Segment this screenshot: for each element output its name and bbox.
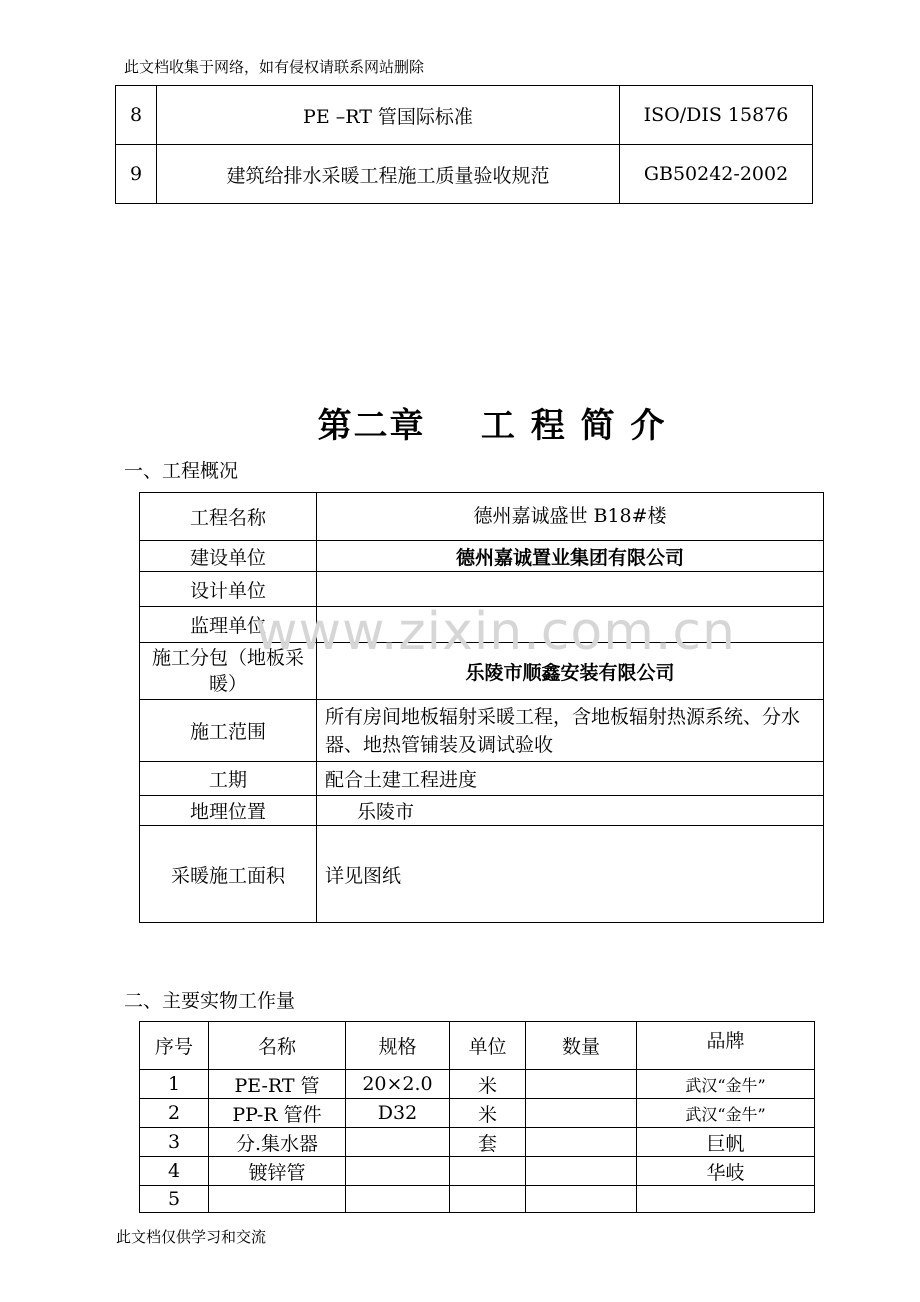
cell-no: 3 — [140, 1128, 209, 1157]
standards-table — [115, 85, 813, 204]
cell-spec — [346, 1128, 450, 1157]
column-header: 规格 — [346, 1022, 450, 1070]
cell-qty — [526, 1128, 637, 1157]
cell-brand: 武汉“金牛” — [637, 1099, 815, 1128]
footer-note: 此文档仅供学习和交流 — [116, 1228, 267, 1246]
cell-no: 4 — [140, 1157, 209, 1186]
table-row — [116, 86, 813, 145]
quantities-table — [139, 1021, 815, 1213]
section-heading-overview: 一、工程概况 — [124, 460, 239, 482]
field-label: 工期 — [140, 762, 317, 796]
table-row — [140, 1186, 815, 1213]
cell-name: PE-RT 管 — [209, 1070, 346, 1099]
cell-no: 1 — [140, 1070, 209, 1099]
column-header: 数量 — [526, 1022, 637, 1070]
field-label: 施工分包（地板采暖） — [140, 643, 317, 700]
table-row — [140, 1128, 815, 1157]
cell-qty — [526, 1099, 637, 1128]
cell-spec — [346, 1157, 450, 1186]
cell-no: 2 — [140, 1099, 209, 1128]
cell-unit — [450, 1186, 526, 1213]
chapter-title: 第二章 工 程 简 介 — [317, 406, 667, 446]
cell-unit — [450, 1157, 526, 1186]
cell-brand: 巨帆 — [637, 1128, 815, 1157]
column-header: 品牌 — [637, 1022, 815, 1070]
field-value: 乐陵市 — [317, 796, 824, 826]
row-number: 8 — [116, 86, 157, 145]
table-row — [140, 826, 824, 923]
watermark: www.zixin.com.cn — [255, 602, 736, 662]
field-label: 地理位置 — [140, 796, 317, 826]
field-value: 德州嘉诚置业集团有限公司 — [317, 541, 824, 572]
table-row — [116, 145, 813, 204]
cell-spec — [346, 1186, 450, 1213]
table-row — [140, 541, 824, 572]
field-value: 详见图纸 — [317, 826, 824, 923]
standard-name: PE –RT 管国际标准 — [157, 86, 620, 145]
table-row — [140, 700, 824, 762]
cell-spec: D32 — [346, 1099, 450, 1128]
standard-code: GB50242-2002 — [620, 145, 813, 204]
cell-name — [209, 1186, 346, 1213]
cell-name: PP-R 管件 — [209, 1099, 346, 1128]
table-row — [140, 1157, 815, 1186]
table-header-row — [140, 1022, 815, 1070]
cell-qty — [526, 1157, 637, 1186]
cell-unit: 米 — [450, 1070, 526, 1099]
cell-spec: 20×2.0 — [346, 1070, 450, 1099]
field-label: 建设单位 — [140, 541, 317, 572]
cell-no: 5 — [140, 1186, 209, 1213]
cell-unit: 米 — [450, 1099, 526, 1128]
table-row — [140, 1099, 815, 1128]
project-overview-table — [139, 492, 824, 923]
table-row — [140, 493, 824, 541]
field-label: 监理单位 — [140, 607, 317, 643]
column-header: 序号 — [140, 1022, 209, 1070]
field-label: 工程名称 — [140, 493, 317, 541]
table-row — [140, 796, 824, 826]
table-row — [140, 762, 824, 796]
header-note: 此文档收集于网络，如有侵权请联系网站删除 — [124, 58, 425, 76]
field-label: 施工范围 — [140, 700, 317, 762]
field-label: 采暖施工面积 — [140, 826, 317, 923]
cell-brand — [637, 1186, 815, 1213]
cell-qty — [526, 1186, 637, 1213]
cell-brand: 武汉“金牛” — [637, 1070, 815, 1099]
table-row — [140, 1070, 815, 1099]
field-value: 所有房间地板辐射采暖工程，含地板辐射热源系统、分水器、地热管铺装及调试验收 — [317, 700, 824, 762]
cell-unit: 套 — [450, 1128, 526, 1157]
field-value: 配合土建工程进度 — [317, 762, 824, 796]
row-number: 9 — [116, 145, 157, 204]
section-heading-quantities: 二、主要实物工作量 — [124, 990, 296, 1012]
standard-code: ISO/DIS 15876 — [620, 86, 813, 145]
field-value: 乐陵市顺鑫安装有限公司 — [317, 643, 824, 700]
standard-name: 建筑给排水采暖工程施工质量验收规范 — [157, 145, 620, 204]
cell-name: 分.集水器 — [209, 1128, 346, 1157]
column-header: 名称 — [209, 1022, 346, 1070]
cell-qty — [526, 1070, 637, 1099]
field-label: 设计单位 — [140, 572, 317, 607]
cell-name: 镀锌管 — [209, 1157, 346, 1186]
column-header: 单位 — [450, 1022, 526, 1070]
cell-brand: 华岐 — [637, 1157, 815, 1186]
field-value: 德州嘉诚盛世 B18#楼 — [317, 493, 824, 541]
